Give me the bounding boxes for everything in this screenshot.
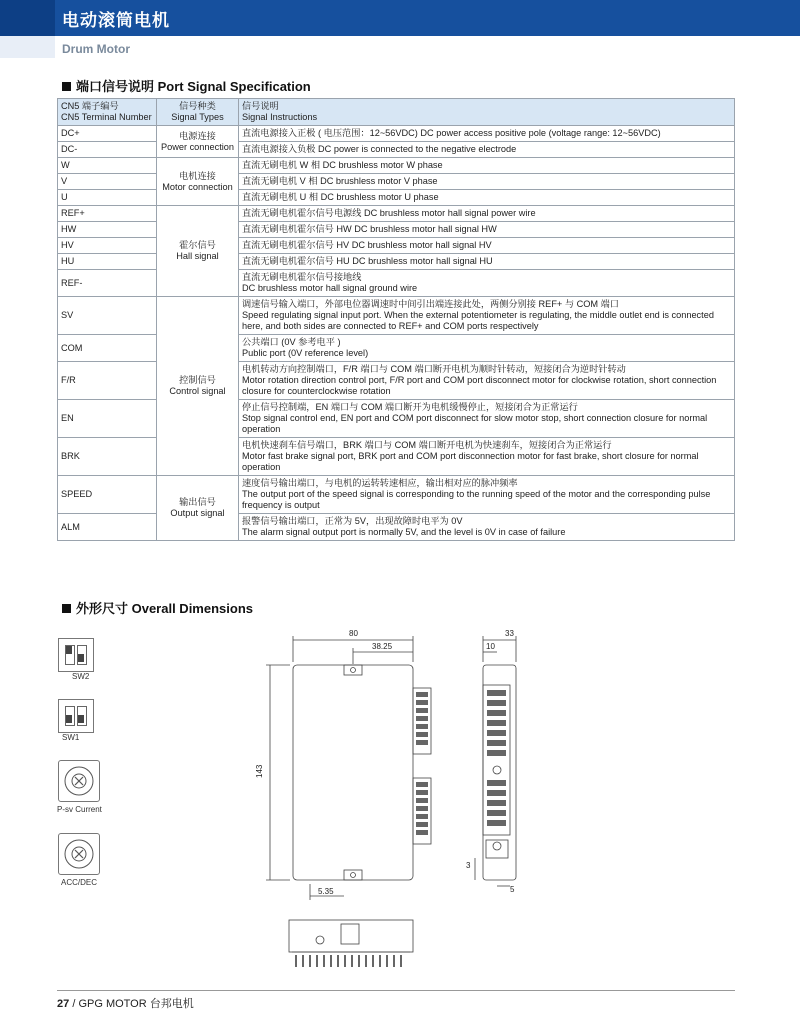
bottom-view-body — [289, 920, 413, 952]
table-row — [58, 158, 735, 174]
description-line: The output port of the speed signal is corresponding to the running speed of the motor and the corresponding pulse frequency is output — [242, 489, 711, 510]
signal-type-cell — [157, 476, 239, 541]
description-line: 直流无刷电机霍尔信号接地线 — [242, 272, 362, 282]
section-port-signal-heading — [62, 76, 311, 95]
description-line: Motor rotation direction control port, F/R port and COM port disconnect motor for clockwise rotation, short connection closure for counterclockwise rotation — [242, 375, 717, 396]
table-header-cell — [157, 99, 239, 126]
port-signal-table — [57, 98, 735, 541]
header-en: Signal Types — [171, 112, 224, 122]
footer-separator: / — [72, 998, 76, 1010]
side-view-body — [483, 665, 516, 880]
description-line: The alarm signal output port is normally 5V, and the level is 0V in case of failure — [242, 527, 566, 537]
header-cn: CN5 端子编号 — [61, 101, 119, 111]
terminal-cell: HU — [58, 254, 157, 270]
description-line: 直流无刷电机霍尔信号 HV DC brushless motor hall signal HV — [242, 240, 492, 250]
terminal-cell: HV — [58, 238, 157, 254]
terminal-cell: EN — [58, 400, 157, 438]
description-line: 直流无刷电机霍尔信号 HW DC brushless motor hall signal HW — [242, 224, 497, 234]
terminal-cell: REF+ — [58, 206, 157, 222]
table-row — [58, 476, 735, 514]
table-header-row — [58, 99, 735, 126]
signal-description-cell — [239, 297, 735, 335]
signal-type-cell — [157, 158, 239, 206]
description-line: 直流无刷电机 W 相 DC brushless motor W phase — [242, 160, 443, 170]
signal-type-cell — [157, 126, 239, 158]
terminal-cell: SPEED — [58, 476, 157, 514]
front-mount-tab-bottom — [344, 870, 362, 880]
signal-type-cn: 电源连接 — [179, 130, 216, 141]
front-mount-tab-top — [344, 665, 362, 675]
description-line: 电机快速刹车信号端口，BRK 端口与 COM 端口断开电机为快速刹车，短接闭合为正常运行 — [242, 440, 612, 450]
terminal-cell: DC+ — [58, 126, 157, 142]
footer-brand-cn: 台邦电机 — [149, 998, 194, 1010]
terminal-cell: SV — [58, 297, 157, 335]
signal-description-cell — [239, 438, 735, 476]
terminal-cell: DC- — [58, 142, 157, 158]
section-dimensions-title: 外形尺寸 Overall Dimensions — [76, 601, 253, 616]
description-line: 调速信号输入端口，外部电位器调速时中间引出端连接此处，两侧分别接 REF+ 与 COM 端口 — [242, 299, 619, 309]
signal-description-cell — [239, 476, 735, 514]
page-number: 27 — [57, 998, 70, 1010]
page-title: 电动滚筒电机 — [62, 11, 170, 30]
acc-dec-label: ACC/DEC — [61, 878, 98, 887]
footer-divider — [57, 990, 735, 991]
table-header-cell — [58, 99, 157, 126]
signal-description-cell — [239, 514, 735, 541]
description-line: 直流电源接入正极 ( 电压范围：12~56VDC) DC power access positive pole (voltage range: 12~56VDC) — [242, 128, 661, 138]
table-row — [58, 206, 735, 222]
signal-type-cn: 输出信号 — [179, 497, 216, 507]
signal-type-cell — [157, 206, 239, 297]
signal-description-cell — [239, 270, 735, 297]
signal-type-en: Control signal — [169, 386, 226, 396]
dim-offset: 38.25 — [372, 642, 393, 651]
table-header-cell — [239, 99, 735, 126]
page-subtitle: Drum Motor — [62, 42, 130, 56]
signal-description-cell — [239, 400, 735, 438]
description-line: 速度信号输出端口，与电机的运转转速相应，输出相对应的脉冲频率 — [242, 478, 518, 488]
dim-depth: 33 — [505, 629, 514, 638]
description-line: Stop signal control end, EN port and COM port disconnect for slow motor stop, short connection closure for normal operation — [242, 413, 708, 434]
header-cn: 信号种类 — [179, 101, 216, 111]
signal-description-cell — [239, 222, 735, 238]
description-line: 电机转动方向控制端口，F/R 端口与 COM 端口断开电机为顺时针转动，短接闭合为逆时针转动 — [242, 364, 626, 374]
header-accent — [0, 0, 55, 36]
description-line: Public port (0V reference level) — [242, 348, 369, 358]
footer — [57, 995, 194, 1011]
signal-type-cn: 电机连接 — [179, 170, 216, 181]
dim-side-top: 10 — [486, 642, 495, 651]
signal-description-cell — [239, 174, 735, 190]
section-port-signal-title: 端口信号说明 Port Signal Specification — [76, 79, 311, 94]
psv-current-label: P-sv Current — [57, 805, 102, 814]
header-cn: 信号说明 — [242, 101, 279, 111]
description-line: 直流无刷电机霍尔信号电源线 DC brushless motor hall signal power wire — [242, 208, 536, 218]
signal-description-cell — [239, 158, 735, 174]
header-en: Signal Instructions — [242, 112, 318, 122]
signal-description-cell — [239, 238, 735, 254]
header-en: CN5 Terminal Number — [61, 112, 152, 122]
terminal-cell: HW — [58, 222, 157, 238]
front-view-body — [293, 665, 413, 880]
signal-description-cell — [239, 335, 735, 362]
footer-brand: GPG MOTOR — [78, 998, 147, 1010]
description-line: 直流无刷电机 V 相 DC brushless motor V phase — [242, 176, 438, 186]
sw1-label: SW1 — [62, 733, 80, 742]
terminal-cell: U — [58, 190, 157, 206]
signal-type-cell — [157, 297, 239, 476]
square-bullet-icon — [62, 82, 71, 91]
dim-width: 80 — [349, 629, 358, 638]
table-row — [58, 297, 735, 335]
description-line: 停止信号控制端，EN 端口与 COM 端口断开为电机缓慢停止，短接闭合为正常运行 — [242, 402, 578, 412]
terminal-cell: ALM — [58, 514, 157, 541]
section-dimensions-heading — [62, 598, 253, 617]
terminal-cell: V — [58, 174, 157, 190]
terminal-cell: W — [58, 158, 157, 174]
signal-type-cn: 控制信号 — [179, 375, 216, 385]
signal-description-cell — [239, 206, 735, 222]
signal-description-cell — [239, 126, 735, 142]
signal-type-en: Power connection — [160, 141, 235, 152]
dim-height: 143 — [255, 764, 264, 778]
description-line: 直流无刷电机 U 相 DC brushless motor U phase — [242, 192, 439, 202]
description-line: 直流无刷电机霍尔信号 HU DC brushless motor hall signal HU — [242, 256, 493, 266]
table-row — [58, 126, 735, 142]
overall-dimensions-drawing — [0, 620, 800, 990]
dim-side-small: 3 — [466, 861, 471, 870]
signal-description-cell — [239, 254, 735, 270]
subtitle-accent — [0, 36, 55, 58]
description-line: Speed regulating signal input port. When the external potentiometer is regulating, the middle outlet end is connected here, and both sides are connected to REF+ and COM ports respectively — [242, 310, 714, 331]
description-line: DC brushless motor hall signal ground wire — [242, 283, 418, 293]
signal-description-cell — [239, 190, 735, 206]
signal-type-en: Hall signal — [176, 251, 219, 261]
description-line: 报警信号输出端口，正常为 5V，出现故障时电平为 0V — [242, 516, 463, 526]
signal-description-cell — [239, 142, 735, 158]
sw2-label: SW2 — [72, 672, 90, 681]
terminal-cell: COM — [58, 335, 157, 362]
description-line: 直流电源接入负极 DC power is connected to the negative electrode — [242, 144, 517, 154]
square-bullet-icon — [62, 604, 71, 613]
signal-description-cell — [239, 362, 735, 400]
signal-type-en: Output signal — [170, 508, 225, 518]
description-line: 公共端口 (0V 参考电平 ) — [242, 337, 341, 347]
description-line: Motor fast brake signal port, BRK port and COM port disconnection motor for fast brake, short closure for normal operation — [242, 451, 699, 472]
signal-type-en: Motor connection — [162, 181, 233, 192]
terminal-cell: F/R — [58, 362, 157, 400]
dim-side-bottom: 5 — [510, 885, 515, 894]
terminal-cell: BRK — [58, 438, 157, 476]
dim-bottom-offset: 5.35 — [318, 887, 334, 896]
signal-type-cn: 霍尔信号 — [179, 240, 216, 250]
terminal-cell: REF- — [58, 270, 157, 297]
